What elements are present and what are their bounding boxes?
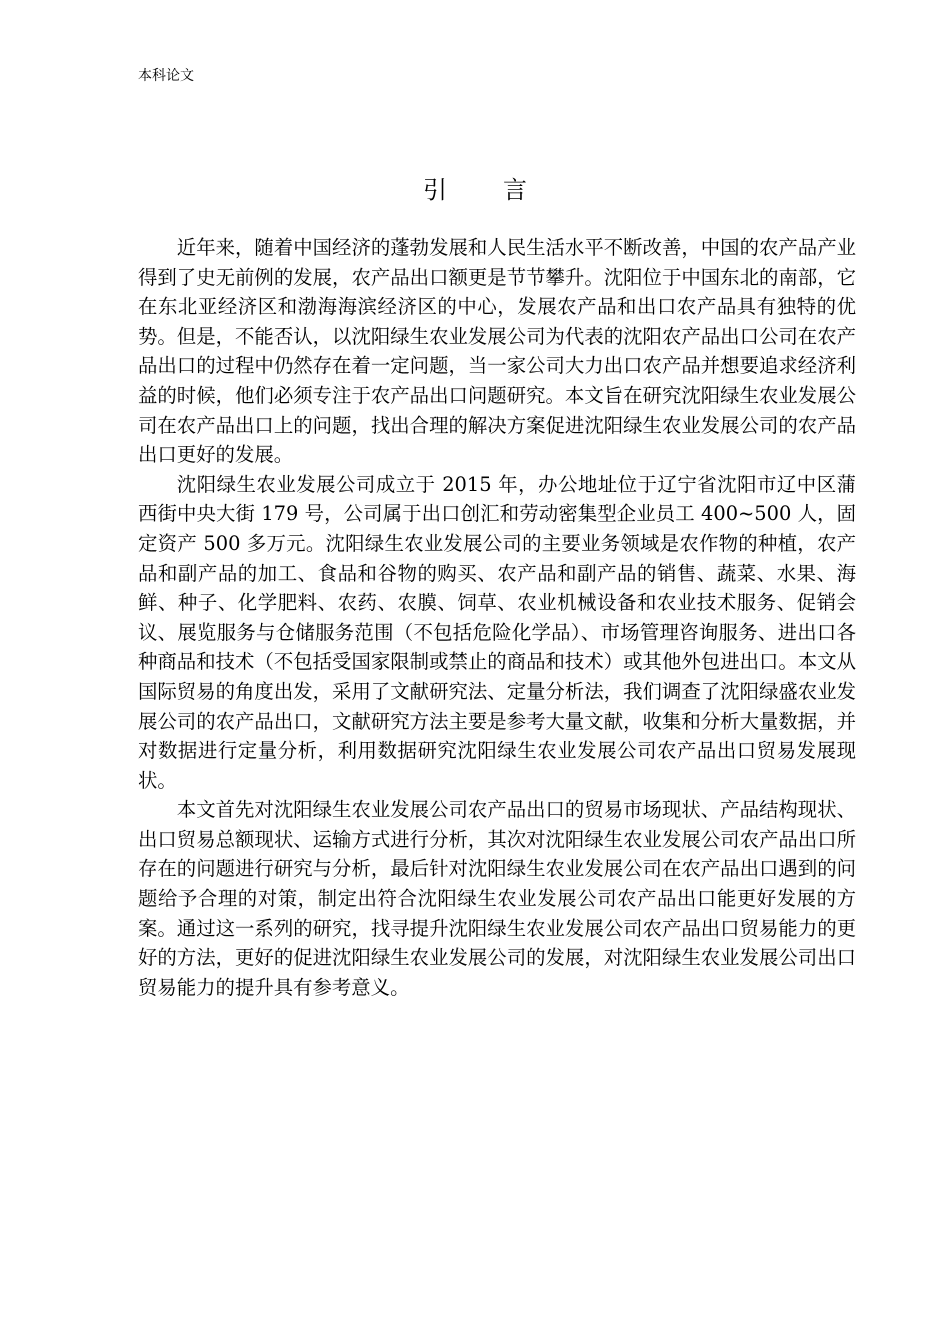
running-header: 本科论文 — [138, 68, 194, 84]
paragraph-2: 沈阳绿生农业发展公司成立于 2015 年，办公地址位于辽宁省沈阳市辽中区蒲西街中央大街 179 号，公司属于出口创汇和劳动密集型企业员工 400~500 人，固定资产 500 多万元。沈阳绿生农业发展公司的主要业务领域是农作物的种植，农产品和副产品的加工、食品和谷物的购买、农产品和副产品的销售、蔬菜、水果、海鲜、种子、化学肥料、农药、农膜、饲草、农业机械设备和农业技术服务、促销会议、展览服务与仓储服务范围（不包括危险化学品）、市场管理咨询服务、进出口各种商品和技术（不包括受国家限制或禁止的商品和技术）或其他外包进出口。本文从国际贸易的角度出发，采用了文献研究法、定量分析法，我们调查了沈阳绿盛农业发展公司的农产品出口，文献研究方法主要是参考大量文献，收集和分析大量数据，并对数据进行定量分析，利用数据研究沈阳绿生农业发展公司农产品出口贸易发展现状。 — [138, 472, 856, 792]
section-title-char-2: 言 — [503, 176, 527, 204]
section-title-char-1: 引 — [423, 176, 447, 204]
section-title — [0, 172, 950, 208]
paragraph-3: 本文首先对沈阳绿生农业发展公司农产品出口的贸易市场现状、产品结构现状、出口贸易总额现状、运输方式进行分析，其次对沈阳绿生农业发展公司农产品出口所存在的问题进行研究与分析，最后针对沈阳绿生农业发展公司在农产品出口遇到的问题给予合理的对策，制定出符合沈阳绿生农业发展公司农产品出口能更好发展的方案。通过这一系列的研究，找寻提升沈阳绿生农业发展公司农产品出口贸易能力的更好的方法，更好的促进沈阳绿生农业发展公司的发展，对沈阳绿生农业发展公司出口贸易能力的提升具有参考意义。 — [138, 798, 856, 999]
body-text — [138, 233, 856, 1002]
paragraph-1: 近年来，随着中国经济的蓬勃发展和人民生活水平不断改善，中国的农产品产业得到了史无前例的发展，农产品出口额更是节节攀升。沈阳位于中国东北的南部，它在东北亚经济区和渤海海滨经济区的中心，发展农产品和出口农产品具有独特的优势。但是，不能否认，以沈阳绿生农业发展公司为代表的沈阳农产品出口公司在农产品出口的过程中仍然存在着一定问题，当一家公司大力出口农产品并想要追求经济利益的时候，他们必须专注于农产品出口问题研究。本文旨在研究沈阳绿生农业发展公司在农产品出口上的问题，找出合理的解决方案促进沈阳绿生农业发展公司的农产品出口更好的发展。 — [138, 236, 856, 467]
